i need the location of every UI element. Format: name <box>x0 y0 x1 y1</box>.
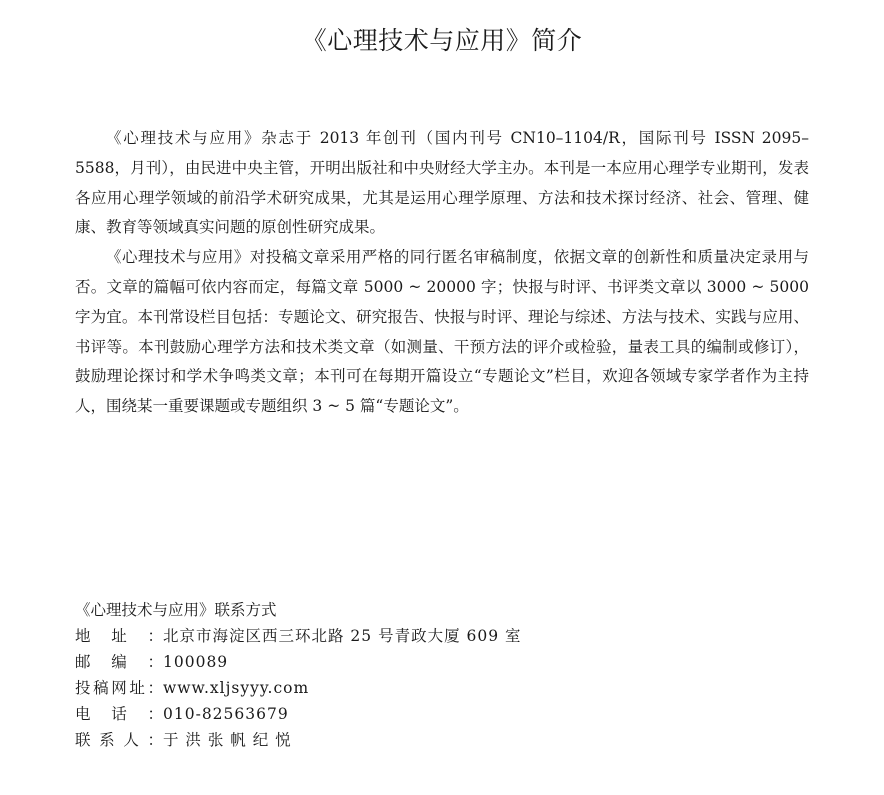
contact-section <box>75 597 775 753</box>
phone-label: 电话： <box>75 705 163 723</box>
phone-value: 010-82563679 <box>163 705 289 723</box>
intro-paragraph-2: 《心理技术与应用》对投稿文章采用严格的同行匿名审稿制度，依据文章的创新性和质量决定录用与否。文章的篇幅可依内容而定，每篇文章 5000 ~ 20000 字；快报与时评、书评类文章以 3000 ~ 5000 字为宜。本刊常设栏目包括：专题论文、研究报告、快报与时评、理论与综述、方法与技术、实践与应用、书评等。本刊鼓励心理学方法和技术类文章（如测量、干预方法的评介或检验，量表工具的编制或修订），鼓励理论探讨和学术争鸣类文章；本刊可在每期开篇设立“专题论文”栏目，欢迎各领域专家学者作为主持人，围绕某一重要课题或专题组织 3 ~ 5 篇“专题论文”。 <box>75 248 809 416</box>
postcode-value: 100089 <box>163 653 229 671</box>
website-value: www.xljsyyy.com <box>163 679 310 697</box>
contact-row-postcode <box>75 649 775 675</box>
contact-row-phone <box>75 701 775 727</box>
intro-paragraph-1: 《心理技术与应用》杂志于 2013 年创刊（国内刊号 CN10–1104/R，国际刊号 ISSN 2095–5588，月刊），由民进中央主管，开明出版社和中央财经大学主办。本刊是一本应用心理学专业期刊，发表各应用心理学领域的前沿学术研究成果，尤其是运用心理学原理、方法和技术探讨经济、社会、管理、健康、教育等领域真实问题的原创性研究成果。 <box>75 129 809 237</box>
website-label: 投稿网址： <box>75 679 163 697</box>
address-value: 北京市海淀区西三环北路 25 号青政大厦 609 室 <box>163 627 522 645</box>
contact-persons-value: 于 洪 张 帆 纪 悦 <box>163 731 292 749</box>
address-label: 地址： <box>75 627 163 645</box>
contact-row-address <box>75 623 775 649</box>
contact-row-website <box>75 675 775 701</box>
page-title: 《心理技术与应用》简介 <box>301 26 583 55</box>
contact-row-contact-persons <box>75 727 775 753</box>
contact-persons-label: 联系人： <box>75 731 163 749</box>
introduction-body <box>75 124 809 422</box>
postcode-label: 邮编： <box>75 653 163 671</box>
contact-heading: 《心理技术与应用》联系方式 <box>75 601 277 619</box>
